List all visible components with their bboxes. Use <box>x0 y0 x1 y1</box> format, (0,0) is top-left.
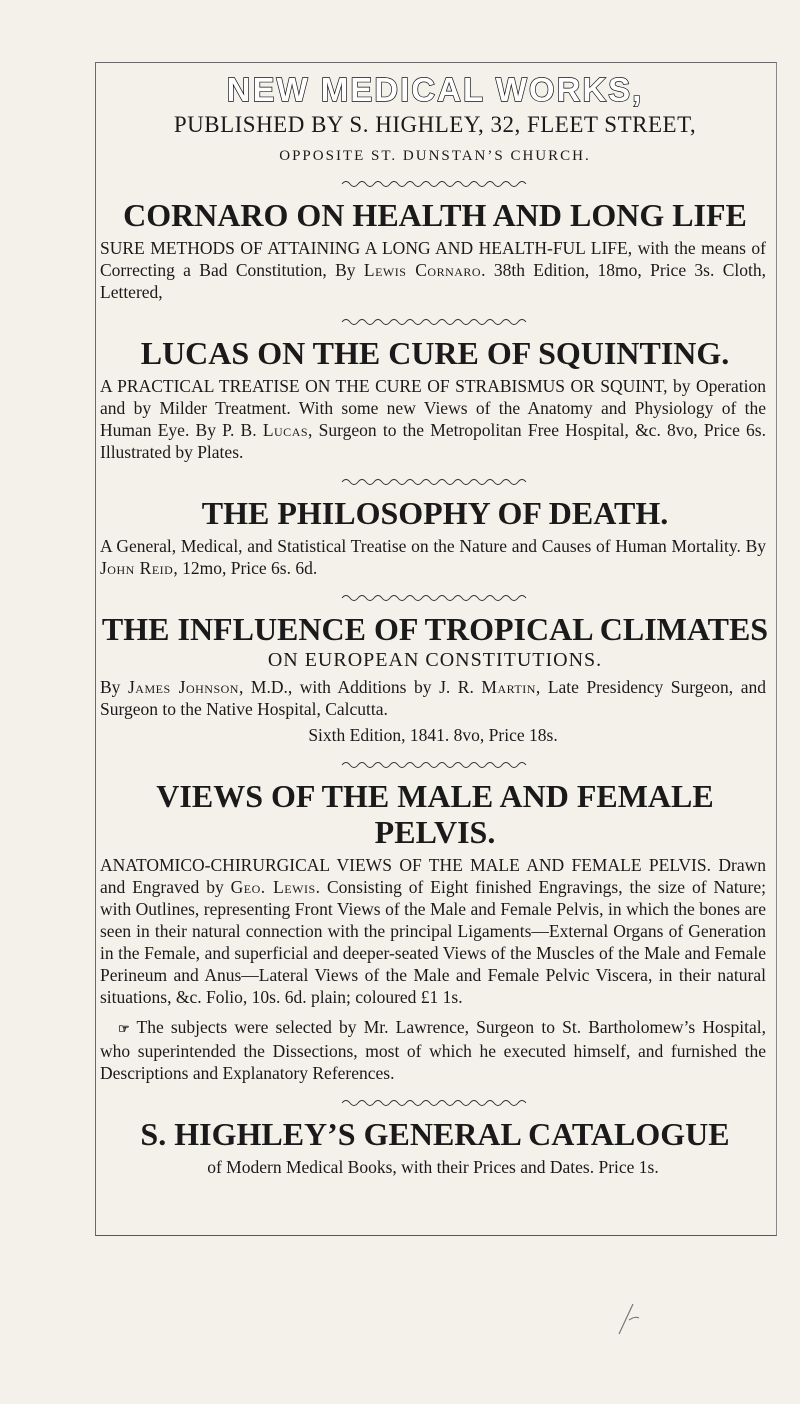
edition-line: Sixth Edition, 1841. 8vo, Price 18s. <box>308 725 558 745</box>
wavy-rule-icon <box>340 477 530 485</box>
entry-description <box>100 854 770 1008</box>
entry-title: THE INFLUENCE OF TROPICAL CLIMATES <box>101 611 769 647</box>
editorial-note <box>100 1016 770 1084</box>
wavy-rule-icon <box>340 760 530 768</box>
description-text: SURE METHODS OF ATTAINING A LONG AND HEALTH-FUL LIFE, with the means of Correcting a Bad Constitution, By <box>100 238 766 280</box>
description-text: A General, Medical, and Statistical Treatise on the Nature and Causes of Human Mortality. By <box>100 536 766 556</box>
description-text: By <box>100 677 128 697</box>
pointing-hand-icon: ☞ <box>118 1021 130 1036</box>
author-name: John Reid <box>100 558 174 578</box>
entry-title: VIEWS OF THE MALE AND FEMALE PELVIS. <box>156 778 714 850</box>
description-text: , Late Presidency Surgeon, and Surgeon to the Native Hospital, Calcutta. <box>100 677 766 719</box>
publisher-line: PUBLISHED BY S. HIGHLEY, 32, FLEET STREET, <box>173 112 697 137</box>
description-text: , M.D., with Additions by J. R. <box>238 677 482 697</box>
entry-description: of Modern Medical Books, with their Prices and Dates. Price 1s. <box>207 1157 659 1177</box>
pencil-mark-icon <box>615 1298 645 1338</box>
entry-subtitle: ON EUROPEAN CONSTITUTIONS. <box>267 649 603 671</box>
entry-description <box>100 676 770 720</box>
wavy-rule-icon <box>340 1098 530 1106</box>
entry-description <box>100 535 770 579</box>
wavy-rule-icon <box>340 593 530 601</box>
advertisement-page <box>100 60 770 1178</box>
masthead: NEW MEDICAL WORKS, <box>226 71 644 108</box>
author-name: James Johnson <box>127 677 239 697</box>
description-text: . 38th Edition, 18mo, Price 3s. Cloth, Lettered, <box>100 260 766 302</box>
author-name: Lewis Cornaro <box>363 260 482 280</box>
entry-description <box>100 375 770 463</box>
entry-title: LUCAS ON THE CURE OF SQUINTING. <box>140 335 730 371</box>
author-name: Lucas <box>262 420 309 440</box>
description-text: , 12mo, Price 6s. 6d. <box>173 558 318 578</box>
description-text: , Surgeon to the Metropolitan Free Hospital, &c. 8vo, Price 6s. Illustrated by Plates. <box>100 420 766 462</box>
description-text: ANATOMICO-CHIRURGICAL VIEWS OF THE MALE AND FEMALE PELVIS. Drawn and Engraved by <box>100 855 766 897</box>
note-text: The subjects were selected by Mr. Lawrence, Surgeon to St. Bartholomew’s Hospital, who superintended the Dissections, most of which he executed himself, and furnished the Descriptions and Explanatory References. <box>100 1017 766 1083</box>
author-name: Geo. Lewis <box>230 877 316 897</box>
entry-title: THE PHILOSOPHY OF DEATH. <box>201 495 669 531</box>
description-text: . Consisting of Eight finished Engravings, the size of Nature; with Outlines, representing Front Views of the Male and Female Pelvis, in which the bones are seen in their natural connection with the principal Ligaments—External Organs of Generation in the Female, and superficial and deeper-seated Views of the Muscles of the Male and Female Perineum and Anus—Lateral Views of the Male and Female Pelvic Viscera, in their natural situations, &c. Folio, 10s. 6d. plain; coloured £1 1s. <box>100 877 766 1007</box>
author-name: Martin <box>481 677 536 697</box>
entry-description <box>100 237 770 303</box>
wavy-rule-icon <box>340 179 530 187</box>
entry-title: CORNARO ON HEALTH AND LONG LIFE <box>123 197 747 233</box>
entry-title: S. HIGHLEY’S GENERAL CATALOGUE <box>140 1116 730 1152</box>
wavy-rule-icon <box>340 317 530 325</box>
description-text: A PRACTICAL TREATISE ON THE CURE OF STRABISMUS OR SQUINT, by Operation and by Milder Treatment. With some new Views of the Anatomy and Physiology of the Human Eye. By P. B. <box>100 376 766 440</box>
address-note: OPPOSITE ST. DUNSTAN’S CHURCH. <box>279 148 591 164</box>
